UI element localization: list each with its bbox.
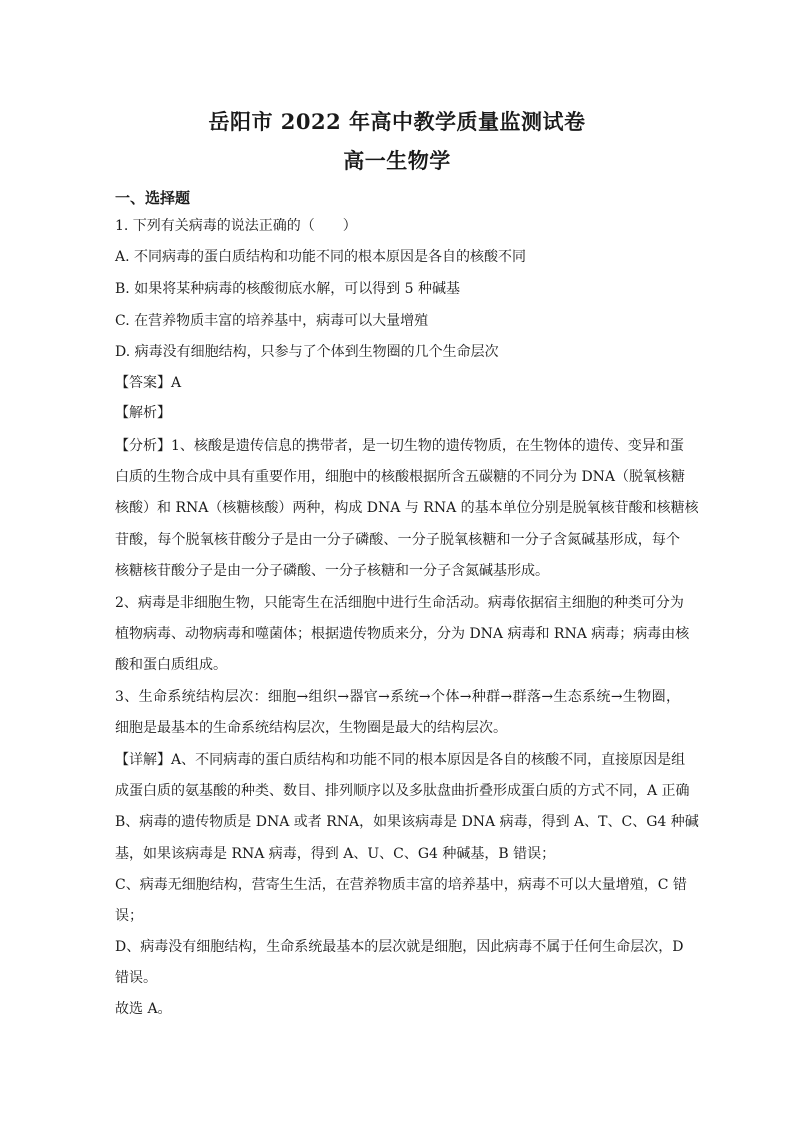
option-d: D. 病毒没有细胞结构，只参与了个体到生物圈的几个生命层次 [115,344,499,360]
analysis-line: 细胞是最基本的生命系统结构层次，生物圈是最大的结构层次。 [115,720,507,736]
option-b: B. 如果将某种病毒的核酸彻底水解，可以得到 5 种碱基 [115,281,460,297]
detail-line: 误； [115,908,143,924]
detail-line: B、病毒的遗传物质是 DNA 或者 RNA，如果该病毒是 DNA 病毒，得到 A、T、C、G4 种碱 [115,814,699,830]
analysis-line: 酸和蛋白质组成。 [115,657,227,673]
page-subtitle: 高一生物学 [343,148,451,173]
option-c: C. 在营养物质丰富的培养基中，病毒可以大量增殖 [115,313,429,329]
analysis-label: 【解析】 [115,405,171,421]
answer-line: 【答案】A [115,375,182,391]
detail-line: 【详解】A、不同病毒的蛋白质结构和功能不同的根本原因是各自的核酸不同，直接原因是组 [115,752,686,768]
page-title: 岳阳市 2022 年高中教学质量监测试卷 [208,109,586,134]
detail-line: C、病毒无细胞结构，营寄生生活，在营养物质丰富的培养基中，病毒不可以大量增殖，C 错 [115,877,687,893]
analysis-line: 核酸）和 RNA（核糖核酸）两种，构成 DNA 与 RNA 的基本单位分别是脱氧核苷酸和核糖核 [115,500,699,516]
analysis-line: 苷酸，每个脱氧核苷酸分子是由一分子磷酸、一分子脱氧核糖和一分子含氮碱基形成，每个 [115,532,680,548]
option-a: A. 不同病毒的蛋白质结构和功能不同的根本原因是各自的核酸不同 [115,249,527,265]
analysis-line: 2、病毒是非细胞生物，只能寄生在活细胞中进行生命活动。病毒依据宿主细胞的种类可分为 [115,595,684,611]
analysis-line: 植物病毒、动物病毒和噬菌体；根据遗传物质来分，分为 DNA 病毒和 RNA 病毒；病毒由核 [115,626,690,642]
detail-line: 错误。 [115,970,157,986]
detail-line: D、病毒没有细胞结构，生命系统最基本的层次就是细胞，因此病毒不属于任何生命层次，D [115,939,684,955]
analysis-line: 【分析】1、核酸是遗传信息的携带者，是一切生物的遗传物质，在生物体的遗传、变异和蛋 [115,438,684,454]
detail-line: 故选 A。 [115,1001,172,1017]
section-heading: 一、选择题 [115,189,191,207]
question-stem: 1. 下列有关病毒的说法正确的（ ） [115,218,357,234]
detail-line: 基，如果该病毒是 RNA 病毒，得到 A、U、C、G4 种碱基，B 错误； [115,846,556,862]
analysis-line: 核糖核苷酸分子是由一分子磷酸、一分子核糖和一分子含氮碱基形成。 [115,563,549,579]
detail-line: 成蛋白质的氨基酸的种类、数目、排列顺序以及多肽盘曲折叠形成蛋白质的方式不同，A 正确 [115,783,690,799]
analysis-line: 白质的生物合成中具有重要作用，细胞中的核酸根据所含五碳糖的不同分为 DNA（脱氧核糖 [115,469,686,485]
analysis-line: 3、生命系统结构层次：细胞→组织→器官→系统→个体→种群→群落→生态系统→生物圈， [115,689,680,705]
